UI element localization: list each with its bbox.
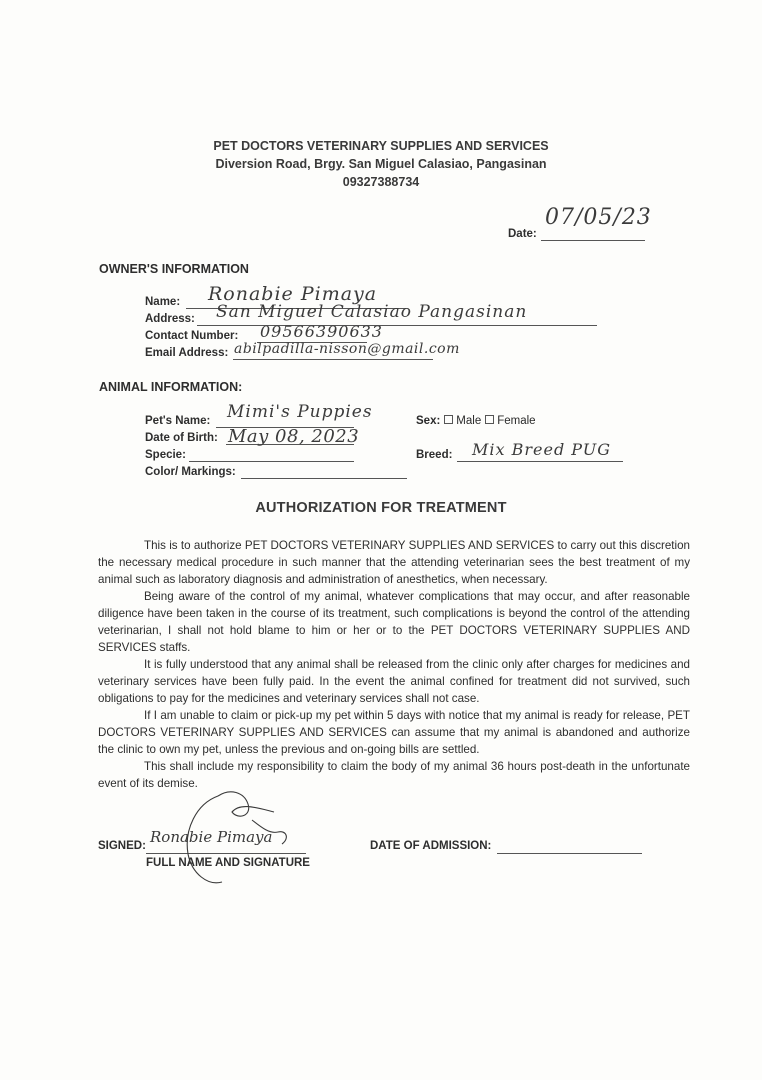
paragraph: It is fully understood that any animal shall be released from the clinic only after charges for medicines and veterinary services have been fully paid. In the event the animal confined for treatment did not survived, such obligations to pay for the medicines and veterinary services shall not case. <box>98 658 690 705</box>
sex-label: Sex: <box>416 415 441 427</box>
address-value: San Miguel Calasiao Pangasinan <box>216 302 528 322</box>
sex-row <box>416 415 536 427</box>
male-checkbox[interactable] <box>444 415 453 424</box>
admission-line <box>497 853 642 854</box>
date-value: 07/05/23 <box>545 205 652 230</box>
email-value: abilpadilla-nisson@gmail.com <box>234 341 460 357</box>
specie-line <box>189 461 354 462</box>
signature-mark <box>178 782 308 890</box>
dob-label: Date of Birth: <box>145 432 218 444</box>
date-line <box>541 240 645 241</box>
authorization-body <box>98 537 690 792</box>
pet-name-value: Mimi's Puppies <box>227 402 373 422</box>
signed-value: Ronabie Pimaya <box>150 828 273 846</box>
breed-label: Breed: <box>416 449 453 461</box>
paragraph: Being aware of the control of my animal, whatever complications that may occur, and after reasonable diligence have been taken in the course of its treatment, such complications is beyond the control of the attending veterinarian, I shall not hold blame to him or her or to the PET DOCTORS VETERINARY SUPPLIES AND SERVICES staffs. <box>98 590 690 654</box>
signed-label: SIGNED: <box>98 840 146 852</box>
company-address: Diversion Road, Brgy. San Miguel Calasiao, Pangasinan <box>215 157 547 171</box>
admission-label: DATE OF ADMISSION: <box>370 840 492 852</box>
male-option: Male <box>456 415 482 427</box>
address-label: Address: <box>145 313 195 325</box>
color-label: Color/ Markings: <box>145 466 236 478</box>
pet-name-label: Pet's Name: <box>145 415 211 427</box>
color-line <box>241 478 407 479</box>
female-option: Female <box>497 415 536 427</box>
breed-line <box>457 461 623 462</box>
email-line <box>233 359 433 360</box>
email-label: Email Address: <box>145 347 229 359</box>
paragraph: This is to authorize PET DOCTORS VETERINARY SUPPLIES AND SERVICES to carry out this discretion the necessary medical procedure in such manner that the attending veterinarian sees the best treatment of my animal such as laboratory diagnosis and administration of anesthetics, when necessary. <box>98 539 690 586</box>
name-label: Name: <box>145 296 181 308</box>
address-line <box>197 325 597 326</box>
date-label: Date: <box>508 228 537 240</box>
name-value: Ronabie Pimaya <box>208 283 378 305</box>
female-checkbox[interactable] <box>485 415 494 424</box>
dob-value: May 08, 2023 <box>228 426 360 447</box>
contact-value: 09566390633 <box>260 322 383 341</box>
specie-label: Specie: <box>145 449 186 461</box>
company-phone: 09327388734 <box>342 175 420 189</box>
animal-heading: ANIMAL INFORMATION: <box>99 380 243 394</box>
contact-label: Contact Number: <box>145 330 239 342</box>
company-name: PET DOCTORS VETERINARY SUPPLIES AND SERVICES <box>213 139 549 153</box>
breed-value: Mix Breed PUG <box>472 440 612 459</box>
authorization-title: AUTHORIZATION FOR TREATMENT <box>255 500 507 516</box>
paragraph: If I am unable to claim or pick-up my pet within 5 days with notice that my animal is ready for release, PET DOCTORS VETERINARY SUPPLIES AND SERVICES can assume that my animal is abandoned and authorize the clinic to own my pet, unless the previous and on-going bills are settled. <box>98 709 690 756</box>
signature-caption: FULL NAME AND SIGNATURE <box>146 857 310 869</box>
owner-heading: OWNER'S INFORMATION <box>99 262 249 276</box>
paragraph: This shall include my responsibility to claim the body of my animal 36 hours post-death in the unfortunate event of its demise. <box>98 760 690 790</box>
